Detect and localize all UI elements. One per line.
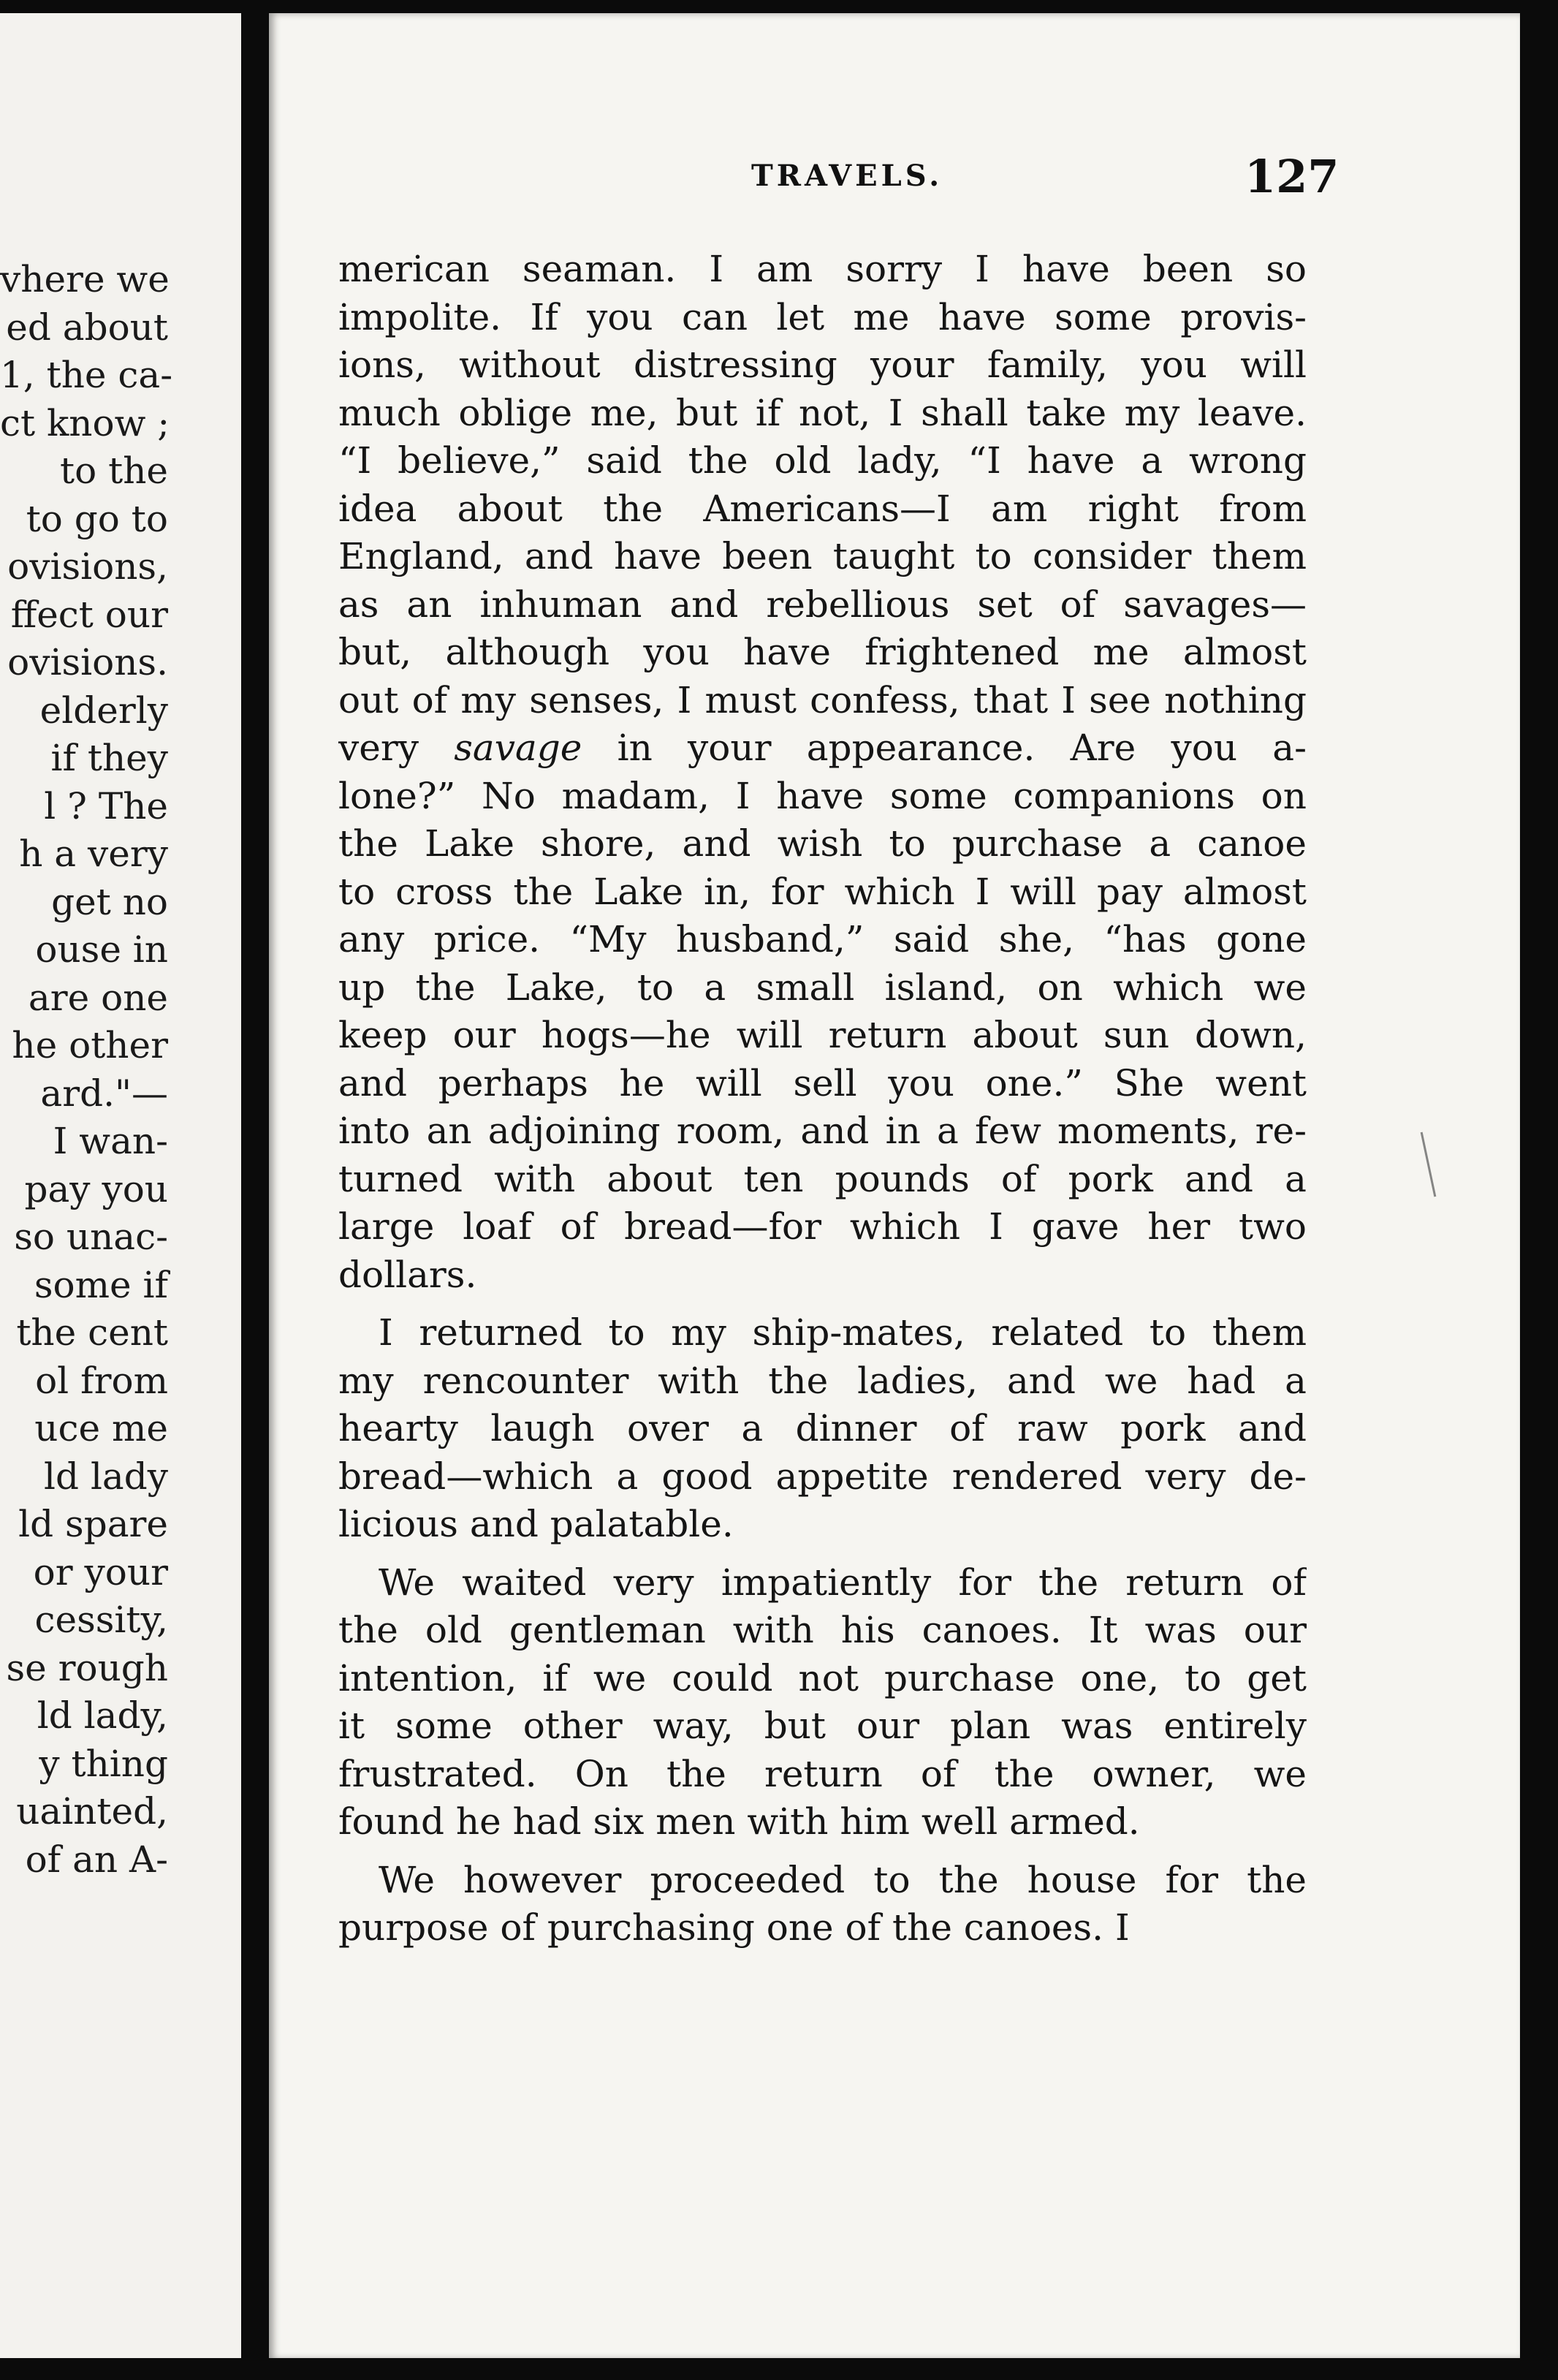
text-line: England, and have been taught to consider them xyxy=(338,535,1307,577)
text-line: frustrated. On the return of the owner, we xyxy=(338,1752,1307,1795)
left-page-line: ld spare xyxy=(18,1503,168,1545)
text-line: idea about the Americans—I am right from xyxy=(338,487,1307,530)
left-page-line: se rough xyxy=(6,1646,168,1689)
left-page-line: some if xyxy=(34,1263,168,1306)
text-line: hearty laugh over a dinner of raw pork and xyxy=(338,1407,1307,1449)
text-line: and perhaps he will sell you one.” She went xyxy=(338,1061,1307,1104)
text-line: merican seaman. I am sorry I have been so xyxy=(338,248,1307,290)
text-line: large loaf of bread—for which I gave her two xyxy=(338,1205,1307,1248)
left-page-line: he other xyxy=(12,1024,168,1066)
left-page-line: get no xyxy=(51,880,168,923)
left-page-line: ovisions. xyxy=(7,641,168,683)
paragraph-1 xyxy=(338,246,1307,1299)
text-line: very savage in your appearance. Are you a- xyxy=(338,727,1307,769)
text-line: but, although you have frightened me almost xyxy=(338,631,1307,673)
text-line: lone?” No madam, I have some companions on xyxy=(338,774,1307,817)
text-line: We however proceeded to the house for the xyxy=(379,1858,1307,1901)
left-page-line: ld lady, xyxy=(37,1694,168,1737)
body-text xyxy=(338,246,1307,1952)
left-page-line: or your xyxy=(33,1550,168,1593)
left-page-line: the cent xyxy=(16,1311,168,1354)
left-page-line: to the xyxy=(60,450,168,492)
left-page-line: I wan- xyxy=(53,1120,168,1162)
left-page-line: ed about xyxy=(6,306,168,349)
text-line: it some other way, but our plan was entirely xyxy=(338,1705,1307,1747)
left-page-line: 1, the ca- xyxy=(0,354,173,396)
left-page-line: cessity, xyxy=(34,1599,168,1641)
left-page-line: so unac- xyxy=(14,1216,168,1258)
left-page-line: of an A- xyxy=(25,1838,168,1881)
left-page-line: ard."— xyxy=(40,1072,168,1115)
text-line: much oblige me, but if not, I shall take my leave. xyxy=(338,391,1307,434)
scan-mark xyxy=(1421,1132,1437,1197)
left-page-line: uainted, xyxy=(16,1790,168,1833)
text-line: dollars. xyxy=(338,1253,477,1296)
text-line: impolite. If you can let me have some provis- xyxy=(338,295,1307,338)
text-line: to cross the Lake in, for which I will pay almost xyxy=(338,870,1307,913)
book-gutter xyxy=(241,0,270,2380)
left-page-line: l ? The xyxy=(44,784,168,827)
left-page-line: if they xyxy=(50,737,168,779)
right-page xyxy=(269,13,1520,2360)
left-page-line: to go to xyxy=(26,497,168,540)
left-page-line: vhere we xyxy=(0,258,170,300)
text-line: turned with about ten pounds of pork and a xyxy=(338,1157,1307,1200)
left-page-line: elderly xyxy=(39,689,168,732)
text-line: licious and palatable. xyxy=(338,1503,734,1545)
text-line: I returned to my ship-mates, related to them xyxy=(379,1311,1307,1354)
left-page-text xyxy=(0,256,241,1884)
text-line: out of my senses, I must confess, that I see nothing xyxy=(338,678,1307,721)
text-line: up the Lake, to a small island, on which we xyxy=(338,966,1307,1009)
left-page-line: uce me xyxy=(34,1407,168,1449)
text-line: found he had six men with him well armed. xyxy=(338,1800,1140,1843)
text-line: any price. “My husband,” said she, “has gone xyxy=(338,918,1307,960)
text-line: keep our hogs—he will return about sun down, xyxy=(338,1014,1307,1056)
page-number: 127 xyxy=(1244,150,1340,203)
text-line: purpose of purchasing one of the canoes. I xyxy=(338,1906,1130,1949)
left-page-line: ouse in xyxy=(35,928,168,971)
text-line: intention, if we could not purchase one, to get xyxy=(338,1656,1307,1699)
left-page-line: h a very xyxy=(19,833,168,875)
left-page-line: ffect our xyxy=(10,593,168,636)
left-page-line: ovisions, xyxy=(7,545,168,588)
paragraph-4 xyxy=(338,1857,1307,1952)
text-line: ions, without distressing your family, you will xyxy=(338,344,1307,386)
text-line: “I believe,” said the old lady, “I have a wrong xyxy=(338,439,1307,482)
text-line: We waited very impatiently for the return of xyxy=(379,1561,1307,1604)
running-head-title: TRAVELS. xyxy=(751,159,943,193)
left-page-line: pay you xyxy=(24,1167,168,1210)
left-page-line: ol from xyxy=(35,1359,168,1402)
left-page-line: ct know ; xyxy=(0,401,170,444)
scan-right-edge xyxy=(1520,0,1558,2380)
text-line: into an adjoining room, and in a few moments, re- xyxy=(338,1110,1307,1152)
left-page-line: are one xyxy=(28,976,168,1019)
paragraph-2 xyxy=(338,1309,1307,1549)
scan-bottom-edge xyxy=(0,2358,1558,2380)
paragraph-3 xyxy=(338,1559,1307,1846)
text-line: bread—which a good appetite rendered very de- xyxy=(338,1455,1307,1498)
text-line: the Lake shore, and wish to purchase a canoe xyxy=(338,822,1307,865)
running-head xyxy=(269,150,1520,207)
text-line: as an inhuman and rebellious set of savages— xyxy=(338,583,1307,626)
text-line: my rencounter with the ladies, and we had a xyxy=(338,1359,1307,1402)
left-page xyxy=(0,13,241,2360)
left-page-line: ld lady xyxy=(44,1455,168,1498)
text-line: the old gentleman with his canoes. It was our xyxy=(338,1609,1307,1651)
left-page-line: y thing xyxy=(39,1742,168,1785)
